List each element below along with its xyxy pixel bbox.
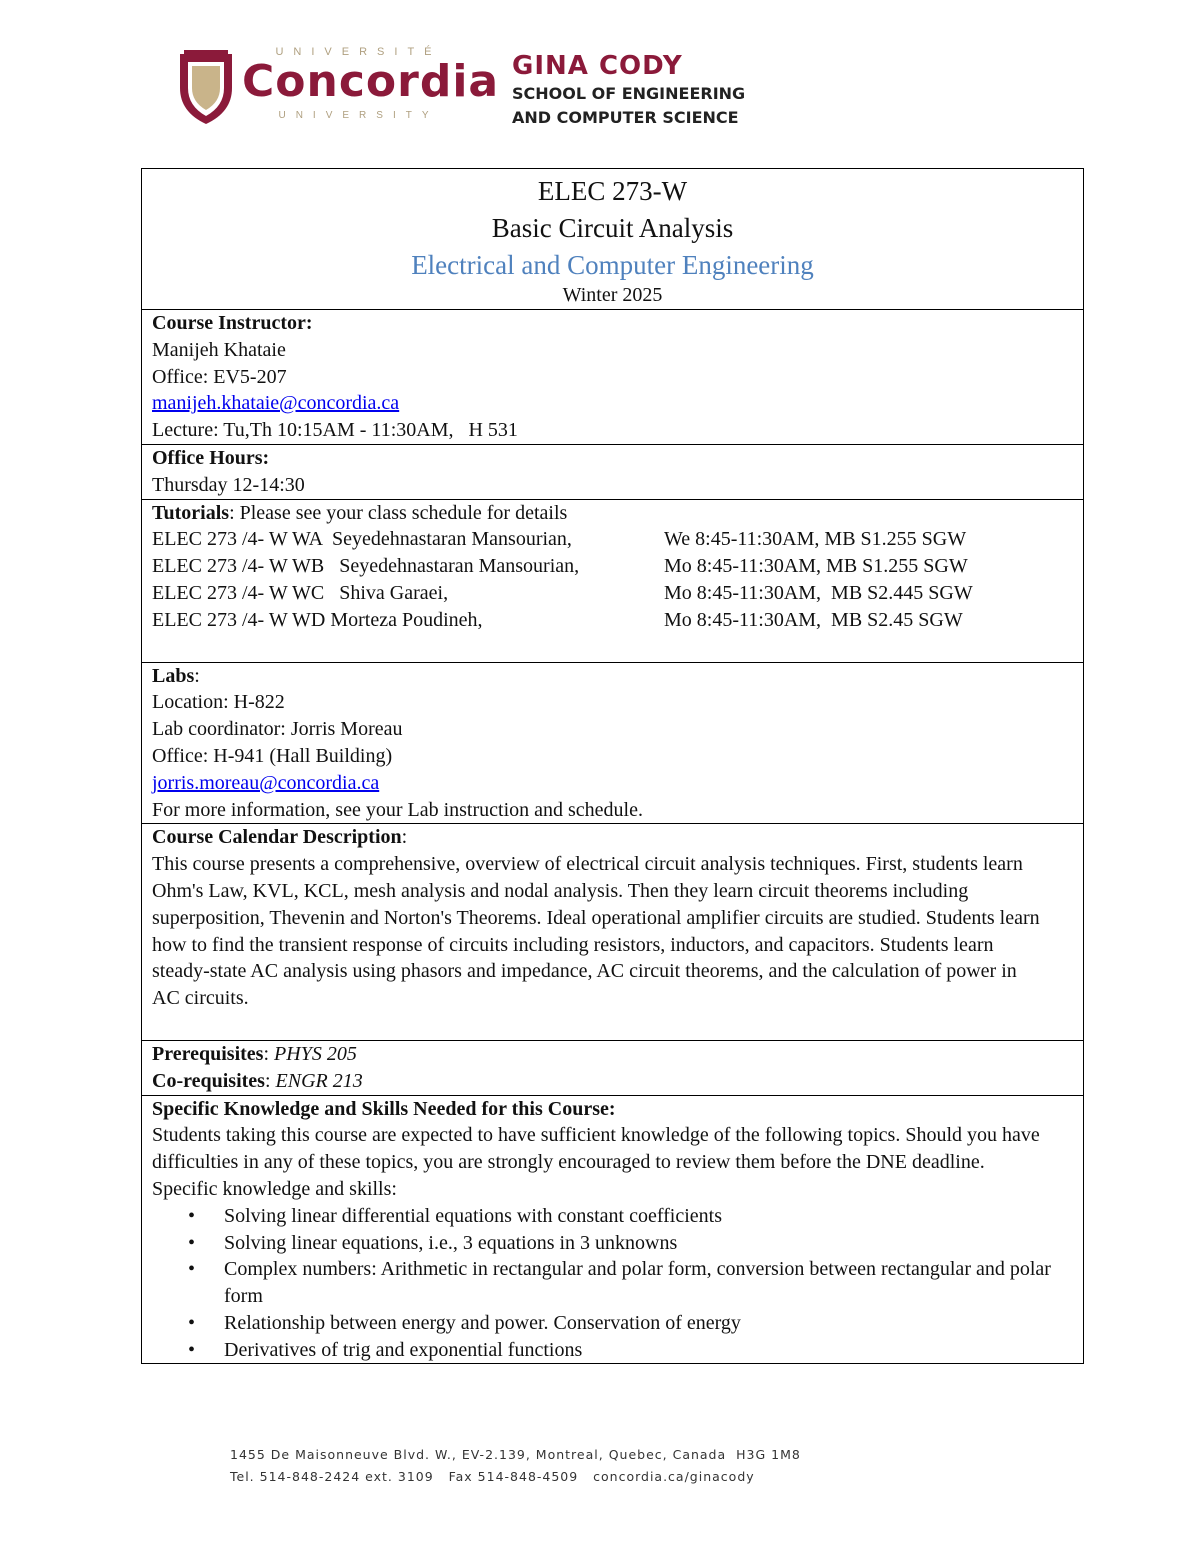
- instructor-email-link[interactable]: manijeh.khataie@concordia.ca: [152, 392, 400, 415]
- office-hours-time: Thursday 12-14:30: [152, 473, 305, 496]
- lab-coordinator-email-link[interactable]: jorris.moreau@concordia.ca: [152, 771, 380, 794]
- bullet-icon: •: [188, 1258, 196, 1281]
- university-top-text: UNIVERSITÉ: [275, 46, 442, 58]
- lab-coordinator: Lab coordinator: Jorris Moreau: [152, 718, 403, 741]
- school-name: GINA CODY: [512, 51, 683, 81]
- instructor-heading: Course Instructor:: [152, 312, 313, 334]
- list-item: [188, 1310, 1055, 1337]
- corequisites-separator: :: [264, 1069, 276, 1092]
- tutorial-section: ELEC 273 /4- W WD Morteza Poudineh,: [152, 608, 483, 631]
- skills-intro: Students taking this course are expected to have sufficient knowledge of the following topics. Should you have difficulties in any of these topics, you are strongly encouraged to review them before the DNE deadline.: [152, 1124, 1040, 1174]
- footer: [230, 1444, 801, 1488]
- corequisites-value: ENGR 213: [275, 1069, 363, 1092]
- footer-address: 1455 De Maisonneuve Blvd. W., EV-2.139, Montreal, Quebec, Canada H3G 1M8: [230, 1447, 801, 1462]
- tutorial-section: ELEC 273 /4- W WB Seyedehnastaran Mansourian,: [152, 555, 580, 578]
- instructor-office: Office: EV5-207: [152, 365, 287, 388]
- list-item: [188, 1230, 1055, 1257]
- bullet-icon: •: [188, 1231, 196, 1254]
- skill-text: Relationship between energy and power. Conservation of energy: [224, 1311, 741, 1334]
- skill-text: Solving linear equations, i.e., 3 equations in 3 unknowns: [224, 1231, 678, 1254]
- concordia-shield-icon: [176, 48, 236, 126]
- gina-cody-logo: [512, 50, 745, 130]
- lab-location: Location: H-822: [152, 691, 285, 714]
- skills-cell: [142, 1096, 1083, 1364]
- calendar-description-cell: [142, 824, 1083, 1041]
- prerequisites-value: PHYS 205: [274, 1042, 357, 1065]
- prerequisites-label: Prerequisites: [152, 1042, 264, 1065]
- skill-text: Complex numbers: Arithmetic in rectangular and polar form, conversion between rectangular and polar form: [224, 1258, 1051, 1308]
- calendar-heading: Course Calendar Description: [152, 826, 402, 849]
- department-name: Electrical and Computer Engineering: [411, 250, 814, 280]
- footer-contact: Tel. 514-848-2424 ext. 3109 Fax 514-848-4509 concordia.ca/ginacody: [230, 1469, 755, 1484]
- bullet-icon: •: [188, 1311, 196, 1334]
- tutorial-time: Mo 8:45-11:30AM, MB S1.255 SGW: [664, 555, 968, 578]
- skills-subheading: Specific knowledge and skills:: [152, 1177, 397, 1200]
- corequisites-label: Co-requisites: [152, 1069, 265, 1092]
- office-hours-heading: Office Hours:: [152, 446, 270, 469]
- bullet-icon: •: [188, 1204, 196, 1227]
- prerequisites-separator: :: [263, 1042, 275, 1065]
- labs-cell: [142, 663, 1083, 825]
- list-item: [188, 1337, 1055, 1364]
- university-bottom-text: UNIVERSITY: [278, 110, 439, 121]
- calendar-description-text: This course presents a comprehensive, overview of electrical circuit analysis techniques. First, students learn Ohm's Law, KVL, KCL, mesh analysis and nodal analysis. Then they learn circuit theorems including superposition, Thevenin and Norton's Theorems. Ideal operational amplifier circuits are studied. Students learn how to find the transient response of circuits including resistors, inductors, and capacitors. Students learn steady-state AC analysis using phasors and impedance, AC circuit theorems, and the calculation of power in AC circuits.: [152, 853, 1040, 1010]
- tutorials-heading: Tutorials: [152, 501, 230, 524]
- tutorials-note: : Please see your class schedule for details: [229, 501, 568, 524]
- school-line-1: SCHOOL OF ENGINEERING: [512, 84, 746, 103]
- tutorial-time: Mo 8:45-11:30AM, MB S2.445 SGW: [664, 581, 973, 604]
- tutorial-row: [152, 580, 1073, 607]
- office-hours-cell: [142, 445, 1083, 500]
- university-name: Concordia: [242, 56, 500, 107]
- skills-heading: Specific Knowledge and Skills Needed for this Course:: [152, 1097, 616, 1120]
- tutorial-row: [152, 526, 1073, 553]
- skill-text: Derivatives of trig and exponential functions: [224, 1338, 583, 1361]
- tutorials-cell: [142, 500, 1083, 663]
- tutorial-row: [152, 607, 1073, 634]
- calendar-heading-colon: :: [401, 826, 408, 849]
- title-cell: [142, 169, 1083, 310]
- course-title: Basic Circuit Analysis: [491, 213, 734, 243]
- labs-heading-colon: :: [194, 664, 200, 687]
- bullet-icon: •: [188, 1338, 196, 1361]
- school-line-2: AND COMPUTER SCIENCE: [512, 108, 739, 127]
- concordia-logo: [176, 44, 500, 130]
- lab-note: For more information, see your Lab instruction and schedule.: [152, 798, 643, 821]
- tutorial-time: Mo 8:45-11:30AM, MB S2.45 SGW: [664, 608, 963, 631]
- course-outline-table: [141, 168, 1084, 1364]
- requisites-cell: [142, 1041, 1083, 1096]
- instructor-cell: [142, 310, 1083, 445]
- list-item: [188, 1203, 1055, 1230]
- term: Winter 2025: [562, 284, 663, 306]
- lecture-time: Lecture: Tu,Th 10:15AM - 11:30AM, H 531: [152, 419, 518, 442]
- tutorial-row: [152, 553, 1073, 580]
- course-code: ELEC 273-W: [537, 176, 688, 206]
- list-item: [188, 1256, 1055, 1310]
- tutorial-section: ELEC 273 /4- W WC Shiva Garaei,: [152, 581, 449, 604]
- instructor-name: Manijeh Khataie: [152, 338, 286, 361]
- skill-text: Solving linear differential equations with constant coefficients: [224, 1204, 723, 1227]
- lab-office: Office: H-941 (Hall Building): [152, 744, 393, 767]
- labs-heading: Labs: [152, 664, 195, 687]
- tutorial-section: ELEC 273 /4- W WA Seyedehnastaran Mansourian,: [152, 528, 572, 551]
- skills-list: [152, 1203, 1055, 1364]
- tutorial-time: We 8:45-11:30AM, MB S1.255 SGW: [664, 528, 967, 551]
